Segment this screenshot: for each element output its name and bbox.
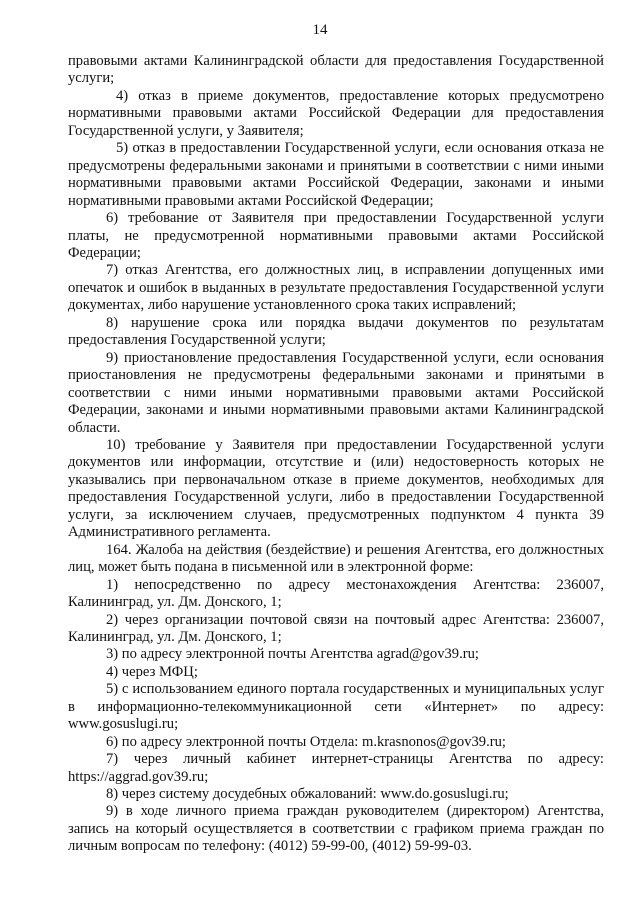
document-body (68, 53, 604, 856)
paragraph-item-9-suspension: 9) приостановление предоставления Государственной услуги, если основания приостановления не предусмотрены федеральными законами и принятыми в соответствии с ними иными нормативными правовыми актами Российской Федерации, законами и иными нормативными правовыми актами Калининградской области. (68, 349, 604, 436)
list-item-6-email-department: 6) по адресу электронной почты Отдела: m.krasnonos@gov39.ru; (106, 733, 506, 750)
list-item-8-pretrial-system: 8) через систему досудебных обжалований: www.do.gosuslugi.ru; (106, 786, 509, 803)
list-item-4-mfc: 4) через МФЦ; (106, 663, 198, 680)
paragraph-item-8-deadline-violation: 8) нарушение срока или порядка выдачи документов по результатам предоставления Государственной услуги; (68, 314, 604, 349)
paragraph-item-4-refusal-documents: 4) отказ в приеме документов, предоставление которых предусмотрено нормативными правовыми актами Российской Федерации для предоставления Государственной услуги, у Заявителя; (68, 87, 604, 139)
paragraph-item-6-fee-demand: 6) требование от Заявителя при предоставлении Государственной услуги платы, не предусмотренной нормативными правовыми актами Российской Федерации; (68, 210, 604, 261)
list-item-2-postal: 2) через организации почтовой связи на почтовый адрес Агентства: 236007, Калининград, ул. Дм. Донского, 1; (68, 611, 604, 645)
list-item-1-in-person: 1) непосредственно по адресу местонахождения Агентства: 236007, Калининград, ул. Дм. Донского, 1; (68, 576, 604, 611)
list-item-5-gosuslugi: 5) с использованием единого портала государственных и муниципальных услуг в информационно-телекоммуникационной сети «Интернет» по адресу: www.gosuslugi.ru; (68, 681, 604, 733)
paragraph-item-7-correction-refusal: 7) отказ Агентства, его должностных лиц, в исправлении допущенных ими опечаток и ошибок в выданных в результате предоставления Государственной услуги документах, либо нарушение установленного срока таких исправлений; (68, 262, 604, 314)
paragraph-continuation: правовыми актами Калининградской области для предоставления Государственной услуги; (68, 53, 604, 87)
paragraph-item-10-extra-documents: 10) требование у Заявителя при предоставлении Государственной услуги документов или информации, отсутствие и (или) недостоверность которых не указывались при первоначальном отказе в приеме документов, необходимых для предоставления Государственной услуги, либо в предоставлении Государственной услуги, за исключением случаев, предусмотренных подпунктом 4 пункта 39 Административного регламента. (68, 436, 604, 541)
list-item-3-email-agency: 3) по адресу электронной почты Агентства agrad@gov39.ru; (106, 646, 479, 663)
paragraph-item-5-refusal-service: 5) отказ в предоставлении Государственной услуги, если основания отказа не предусмотрены федеральными законами и принятыми в соответствии с ними иными нормативными правовыми актами Российской Федерации, законами и иными нормативными правовыми актами Российской Федерации; (68, 140, 604, 209)
list-item-9-personal-reception: 9) в ходе личного приема граждан руководителем (директором) Агентства, запись на который осуществляется в соответствии с графиком приема граждан по личным вопросам по телефону: (4012) 59-99-00, (4012) 59-99-03. (68, 803, 604, 855)
list-item-7-personal-cabinet: 7) через личный кабинет интернет-страницы Агентства по адресу: https://aggrad.gov39.ru; (68, 751, 604, 785)
paragraph-164-complaint: 164. Жалоба на действия (бездействие) и решения Агентства, его должностных лиц, может быть подана в письменной или в электронной форме: (68, 541, 604, 576)
page-number: 14 (312, 22, 328, 38)
